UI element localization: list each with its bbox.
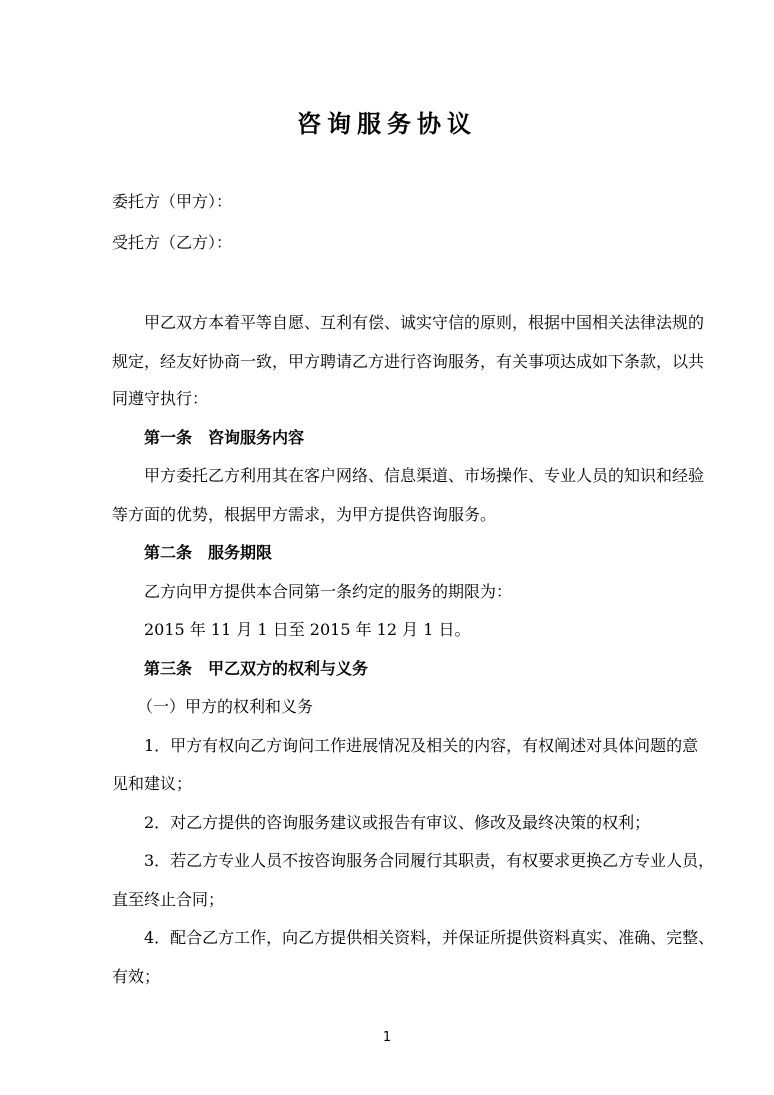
article3-subheading: （一）甲方的权利和义务 [137, 697, 314, 716]
article3-item1-line-2: 见和建议； [112, 774, 193, 793]
article1-line-2: 等方面的优势，根据甲方需求，为甲方提供咨询服务。 [112, 505, 497, 524]
article3-item4-line-1: 4．配合乙方工作，向乙方提供相关资料，并保证所提供资料真实、准确、完整、 [144, 928, 715, 947]
party-b-line: 受托方（乙方）： [112, 233, 233, 252]
page-number: 1 [382, 1030, 392, 1045]
article3-item1-line-1: 1．甲方有权向乙方询问工作进展情况及相关的内容，有权阐述对具体问题的意 [144, 736, 699, 755]
article3-item3-line-2: 直至终止合同； [112, 890, 225, 909]
article2-line-2: 2015 年 11 月 1 日至 2015 年 12 月 1 日。 [144, 620, 471, 639]
article1-heading: 第一条 咨询服务内容 [144, 428, 305, 447]
preamble-line-2: 规定，经友好协商一致，甲方聘请乙方进行咨询服务，有关事项达成如下条款，以共 [112, 352, 705, 371]
preamble-line-3: 同遵守执行： [112, 389, 209, 408]
article3-item4-line-2: 有效； [112, 967, 161, 986]
party-a-line: 委托方（甲方）： [112, 192, 233, 211]
article1-line-1: 甲方委托乙方利用其在客户网络、信息渠道、市场操作、专业人员的知识和经验 [144, 466, 705, 485]
article2-line-1: 乙方向甲方提供本合同第一条约定的服务的期限为： [144, 582, 513, 601]
article2-heading: 第二条 服务期限 [144, 543, 273, 562]
article3-item2-line-1: 2．对乙方提供的咨询服务建议或报告有审议、修改及最终决策的权利； [144, 813, 651, 832]
article3-item3-line-1: 3．若乙方专业人员不按咨询服务合同履行其职责，有权要求更换乙方专业人员， [144, 851, 715, 870]
document-title: 咨询服务协议 [297, 110, 477, 138]
article3-heading: 第三条 甲乙双方的权利与义务 [144, 659, 369, 678]
preamble-line-1: 甲乙双方本着平等自愿、互利有偿、诚实守信的原则，根据中国相关法律法规的 [144, 313, 705, 332]
